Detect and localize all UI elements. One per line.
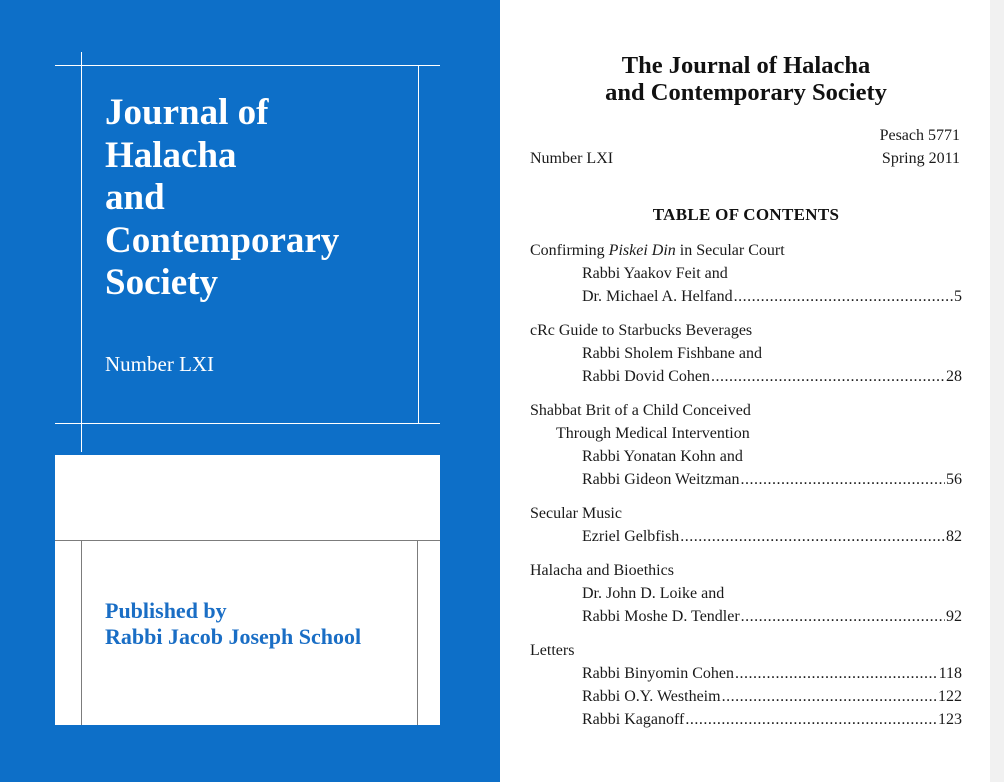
article-title[interactable]: Letters: [530, 642, 575, 659]
article-title[interactable]: cRc Guide to Starbucks Beverages: [530, 322, 753, 339]
author-name: Rabbi Yonatan Kohn and: [582, 448, 743, 465]
page-number[interactable]: 92: [946, 608, 962, 625]
leader-dots: [685, 708, 937, 731]
toc-heading: TABLE OF CONTENTS: [652, 205, 840, 224]
author-line: [530, 468, 962, 491]
author-name: Rabbi Binyomin Cohen: [582, 665, 734, 682]
journal-title-line: and Contemporary Society: [605, 79, 887, 106]
panel-rule-left: [81, 540, 82, 725]
contents-page: [500, 0, 1004, 782]
author-line: [530, 342, 962, 365]
author-line: [530, 525, 962, 548]
toc-entry: [530, 399, 962, 491]
article-title[interactable]: [530, 239, 962, 262]
author-line: [530, 605, 962, 628]
cover-rule-right: [418, 65, 419, 423]
issue-season: Spring 2011: [881, 150, 960, 167]
cover-title-line: and: [105, 177, 165, 218]
toc-entry: [530, 639, 962, 731]
table-of-contents: [530, 239, 962, 731]
author-line: [530, 445, 962, 468]
leader-dots: [722, 685, 937, 708]
cover-title-line: Contemporary: [105, 219, 340, 261]
cover-rule-left: [81, 52, 82, 452]
author-line: [530, 285, 962, 308]
author-name: Rabbi Yaakov Feit and: [582, 265, 728, 282]
publisher-panel: [55, 455, 440, 725]
page-edge-shade: [990, 0, 1004, 782]
article-title-part: in Secular Court: [675, 242, 785, 259]
leader-dots: [680, 525, 945, 548]
leader-dots: [741, 468, 946, 491]
leader-dots: [741, 605, 945, 628]
cover-title: [105, 92, 415, 305]
author-name: Rabbi O.Y. Westheim: [582, 688, 721, 705]
journal-cover: [0, 0, 500, 782]
publisher-line: Published by: [105, 598, 227, 623]
author-line: [530, 708, 962, 731]
toc-entry: [530, 239, 962, 308]
article-title[interactable]: Halacha and Bioethics: [530, 562, 674, 579]
cover-title-line: Journal of: [105, 92, 269, 133]
author-line: [530, 262, 962, 285]
toc-entry: [530, 559, 962, 628]
page-number[interactable]: 123: [938, 711, 962, 728]
cover-title-line: Halacha: [105, 134, 237, 176]
author-name: Ezriel Gelbfish: [582, 528, 680, 545]
author-name: Rabbi Kaganoff: [582, 711, 685, 728]
leader-dots: [734, 285, 953, 308]
article-title[interactable]: Secular Music: [530, 505, 622, 522]
author-line: [530, 365, 962, 388]
author-line: [530, 662, 962, 685]
article-title-italic: Piskei Din: [608, 242, 676, 259]
page-number[interactable]: 122: [938, 688, 962, 705]
leader-dots: [735, 662, 938, 685]
cover-rule-middle: [55, 423, 440, 424]
author-name: Dr. Michael A. Helfand: [582, 288, 733, 305]
author-line: [530, 685, 962, 708]
toc-entry: [530, 319, 962, 388]
cover-issue-number: Number LXI: [105, 352, 215, 376]
issue-number: Number LXI: [530, 150, 614, 167]
panel-rule-horizontal: [55, 540, 440, 541]
author-name: Rabbi Dovid Cohen: [582, 368, 710, 385]
journal-title: [500, 52, 992, 106]
page-number[interactable]: 56: [946, 471, 962, 488]
issue-hebrew-date: Pesach 5771: [879, 127, 960, 144]
leader-dots: [711, 365, 945, 388]
author-name: Rabbi Sholem Fishbane and: [582, 345, 762, 362]
article-title-part: Confirming: [530, 242, 609, 259]
publisher-text: [105, 598, 425, 650]
page-number[interactable]: 28: [946, 368, 962, 385]
article-title-continuation[interactable]: Through Medical Intervention: [556, 425, 750, 442]
cover-title-line: Society: [105, 262, 219, 303]
article-title[interactable]: Shabbat Brit of a Child Conceived: [530, 402, 751, 419]
page-number[interactable]: 82: [946, 528, 962, 545]
cover-rule-top: [55, 65, 440, 66]
publisher-line: Rabbi Jacob Joseph School: [105, 624, 362, 649]
author-name: Rabbi Gideon Weitzman: [582, 471, 740, 488]
author-name: Dr. John D. Loike and: [582, 585, 725, 602]
author-name: Rabbi Moshe D. Tendler: [582, 608, 740, 625]
journal-title-line: The Journal of Halacha: [621, 52, 871, 79]
author-line: [530, 582, 962, 605]
toc-entry: [530, 502, 962, 548]
page-number[interactable]: 5: [954, 288, 962, 305]
page-number[interactable]: 118: [938, 665, 962, 682]
